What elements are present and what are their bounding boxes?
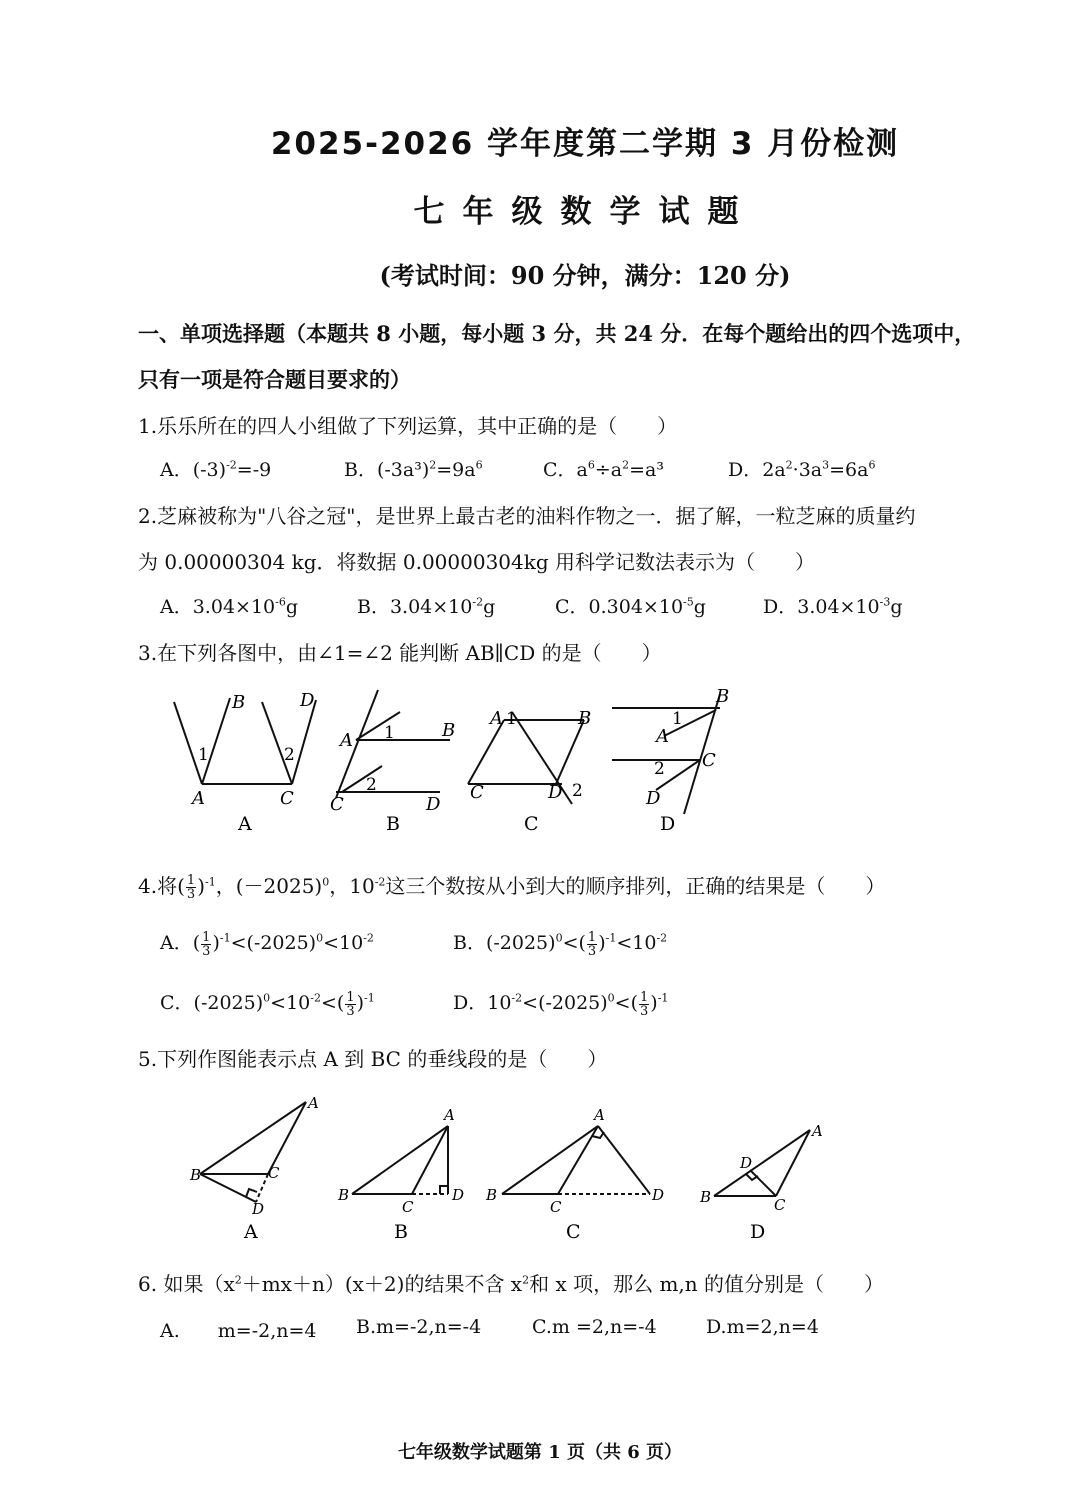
q2-option-c: C．$0.304\times 10^{-5}g$ <box>555 595 706 618</box>
q5b-point-a: A <box>444 1106 455 1124</box>
q6-option-d: D.m=2,n=4 <box>706 1316 819 1338</box>
q3c-point-b: B <box>578 708 592 729</box>
q3-figure-b-label: B <box>386 813 400 835</box>
q5c-point-b: B <box>486 1186 498 1204</box>
q3-figure-b <box>336 690 450 798</box>
q3-figures <box>160 680 760 840</box>
section-heading-line2: 只有一项是符合题目要求的） <box>138 367 411 392</box>
q5d-point-c: C <box>774 1196 786 1214</box>
q5-stem: 5.下列作图能表示点 A 到 BC 的垂线段的是（ ） <box>138 1047 608 1071</box>
exam-subtitle: 七年级数学试题 <box>413 194 757 230</box>
exam-info: (考试时间：90 分钟，满分：120 分) <box>379 261 791 290</box>
q1-option-a: A．$(-3)^{-2}=-9$ <box>160 458 272 481</box>
q5-figure-b-label: B <box>394 1221 408 1243</box>
q5a-point-b: B <box>190 1166 202 1184</box>
q5d-point-b: B <box>700 1188 712 1206</box>
q3d-point-a: A <box>656 726 669 747</box>
q3d-point-c: C <box>702 750 716 771</box>
q3-stem: 3.在下列各图中，由∠1=∠2 能判断 AB∥CD 的是（ ） <box>138 641 662 665</box>
q5c-point-d: D <box>652 1186 665 1204</box>
q3a-point-c: C <box>280 788 294 809</box>
q5b-point-c: C <box>402 1198 414 1216</box>
q5d-point-d: D <box>740 1154 753 1172</box>
q4-option-b: B．$(-2025)^0<$( $\frac{1}{3}$ )$^{-1}<10^{-2}$ <box>453 929 668 959</box>
q5b-point-d: D <box>452 1186 465 1204</box>
q5a-point-a: A <box>308 1094 319 1112</box>
q3c-point-d: D <box>548 782 563 803</box>
q3-figure-c-label: C <box>524 813 539 835</box>
q2-stem-line2: 为 0.00000304 kg．将数据 0.00000304kg 用科学记数法表示为（ ） <box>138 550 816 574</box>
q3c-angle-2: 2 <box>572 781 583 801</box>
q6-option-c: C.m =2,n=-4 <box>532 1316 657 1338</box>
q3d-point-b: B <box>716 686 730 707</box>
q3b-point-a: A <box>340 730 353 751</box>
q6-option-a: A. m=-2,n=4 <box>160 1320 317 1342</box>
q4-stem: 4.将( $\frac{1}{3}$ )$^{-1}$，$(-2025)^0$，$10^{-2}$这三个数按从小到大的顺序排列，正确的结果是（ ） <box>138 873 886 902</box>
q5a-point-c: C <box>268 1164 280 1182</box>
q5c-point-c: C <box>550 1198 562 1216</box>
q1-option-d: D．$2a^2\cdot 3a^3=6a^6$ <box>728 458 876 481</box>
q4-option-d: D．$10^{-2}<(-2025)^0<$( $\frac{1}{3}$ )$^{-1}$ <box>453 989 669 1019</box>
q5d-point-a: A <box>812 1122 823 1140</box>
q2-stem-line1: 2.芝麻被称为"八谷之冠"，是世界上最古老的油料作物之一．据了解，一粒芝麻的质量约 <box>138 504 916 528</box>
q5b-point-b: B <box>338 1186 350 1204</box>
q5-figure-a-label: A <box>244 1221 258 1243</box>
q3c-point-c: C <box>470 782 484 803</box>
q3a-angle-1: 1 <box>198 745 209 765</box>
exam-title: 2025-2026 学年度第二学期 3 月份检测 <box>270 126 900 162</box>
q4-option-c: C．$(-2025)^0<10^{-2}<$( $\frac{1}{3}$ )$^{-1}$ <box>160 989 375 1019</box>
q5-figure-c <box>502 1126 650 1194</box>
q3d-point-d: D <box>646 788 661 809</box>
q5-figure-d-label: D <box>750 1221 766 1243</box>
q3d-angle-1: 1 <box>672 709 683 729</box>
q5-figure-a <box>200 1102 306 1202</box>
q1-stem: 1.乐乐所在的四人小组做了下列运算，其中正确的是（ ） <box>138 414 678 438</box>
q3-figure-a-label: A <box>238 813 252 835</box>
q6-stem: 6. 如果$(x^2+mx+n)(x+2)$的结果不含 $x^2$和 x 项，那么 m,n 的值分别是（ ） <box>138 1272 885 1296</box>
q3d-angle-2: 2 <box>654 759 665 779</box>
q1-option-b: B．$(-3a^3)^2=9a^6$ <box>344 458 483 481</box>
q5-figures <box>180 1090 840 1250</box>
q3b-angle-1: 1 <box>384 723 395 743</box>
q3b-point-d: D <box>426 794 441 815</box>
q3b-angle-2: 2 <box>366 775 377 795</box>
q2-option-d: D．$3.04\times 10^{-3}g$ <box>763 595 903 618</box>
q3b-point-b: B <box>442 720 456 741</box>
q3a-point-d: D <box>300 690 315 711</box>
q3a-point-b: B <box>232 692 246 713</box>
q5-figure-d <box>714 1130 810 1196</box>
page-footer: 七年级数学试题第 1 页（共 6 页） <box>397 1442 683 1463</box>
section-heading-line1: 一、单项选择题（本题共 8 小题，每小题 3 分，共 24 分．在每个题给出的四个选项中， <box>138 321 976 346</box>
q4-option-a: A．( $\frac{1}{3}$ )$^{-1}<(-2025)^0<10^{-2}$ <box>160 929 374 959</box>
q5-figure-b <box>352 1126 448 1194</box>
q5c-point-a: A <box>594 1106 605 1124</box>
q3a-angle-2: 2 <box>284 745 295 765</box>
q3-figure-c <box>468 712 584 804</box>
q3c-point-a: A <box>490 708 503 729</box>
q2-option-a: A．$3.04\times 10^{-6}g$ <box>160 595 299 618</box>
q3c-angle-1: 1 <box>506 709 517 729</box>
q3-figure-d-label: D <box>660 813 676 835</box>
q5-figure-c-label: C <box>566 1221 581 1243</box>
q2-option-b: B．$3.04\times 10^{-2}g$ <box>357 595 496 618</box>
q5a-point-d: D <box>252 1200 265 1218</box>
q3a-point-a: A <box>192 788 205 809</box>
q3b-point-c: C <box>330 794 344 815</box>
q1-option-c: C．$a^6\div a^2=a^3$ <box>543 458 664 481</box>
q6-option-b: B.m=-2,n=-4 <box>356 1316 482 1338</box>
